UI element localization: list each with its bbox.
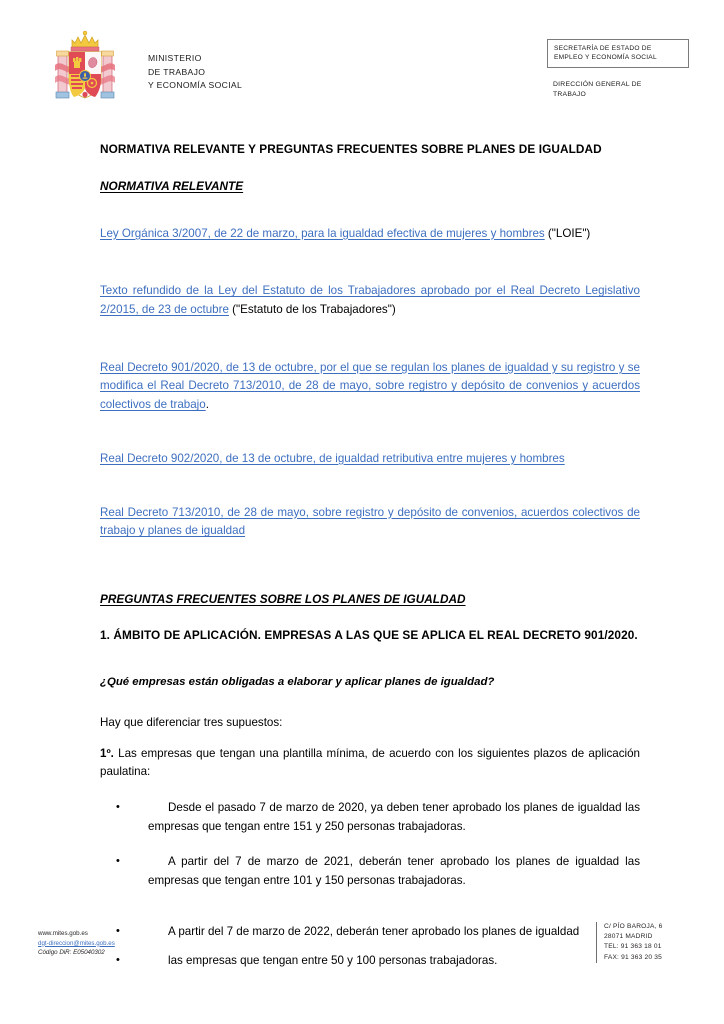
list-item	[100, 852, 640, 890]
ministry-line-1: MINISTERIO	[148, 53, 202, 63]
footer-address-fax: FAX: 91 363 20 35	[604, 953, 663, 961]
list-item-text: A partir del 7 de marzo de 2022, deberán tener aprobado los planes de igualdad	[168, 924, 580, 938]
regulation-item	[100, 359, 640, 415]
footer-email[interactable]: dgt-direccion@mites.gob.es	[38, 939, 115, 947]
case-1-text: Las empresas que tengan una plantilla mínima, de acuerdo con los siguientes plazos de aplicación paulatina:	[100, 746, 640, 779]
document-body	[100, 140, 640, 970]
regulation-item	[100, 282, 640, 319]
regulation-link[interactable]: Real Decreto 713/2010, de 28 de mayo, sobre registro y depósito de convenios, acuerdos colectivos de trabajo y planes de igualdad	[100, 505, 640, 538]
regulation-item	[100, 450, 640, 469]
secretaria-line-1: SECRETARÍA DE ESTADO DE	[554, 45, 652, 52]
regulation-link[interactable]: Ley Orgánica 3/2007, de 22 de marzo, para la igualdad efectiva de mujeres y hombres	[100, 226, 545, 240]
regulation-item	[100, 225, 640, 244]
direccion-general-block	[553, 80, 642, 100]
regulation-link[interactable]: Real Decreto 902/2020, de 13 de octubre, de igualdad retributiva entre mujeres y hombres	[100, 451, 565, 465]
subsection-heading: 1. ÁMBITO DE APLICACIÓN. EMPRESAS A LAS QUE SE APLICA EL REAL DECRETO 901/2020.	[100, 628, 638, 643]
ministry-line-2: DE TRABAJO	[148, 66, 206, 77]
list-item-text: las empresas que tengan entre 50 y 100 personas trabajadoras.	[168, 953, 498, 967]
section-heading-faq-label: PREGUNTAS FRECUENTES SOBRE LOS PLANES DE IGUALDAD	[100, 592, 466, 607]
footer-contact-block	[38, 929, 115, 958]
ministry-name	[148, 52, 242, 93]
regulation-item	[100, 504, 640, 541]
footer-dir-code: Código DiR: E05040302	[38, 949, 105, 957]
regulation-suffix: ("Estatuto de los Trabajadores")	[228, 302, 396, 316]
list-item-text: Desde el pasado 7 de marzo de 2020, ya deben tener aprobado los planes de igualdad las empresas que tengan entre 151 y 250 personas trabajadoras.	[148, 800, 640, 833]
bullet-icon: •	[116, 953, 120, 966]
bullet-icon: •	[116, 924, 120, 937]
page-title: NORMATIVA RELEVANTE Y PREGUNTAS FRECUENTES SOBRE PLANES DE IGUALDAD	[100, 142, 602, 156]
footer-address-city: 28071 MADRID	[604, 933, 653, 941]
section-heading-faq	[100, 590, 640, 608]
section-heading-normativa	[100, 177, 640, 195]
secretaria-line-2: EMPLEO Y ECONOMÍA SOCIAL	[554, 54, 657, 62]
list-item	[100, 798, 640, 836]
intro-paragraph: Hay que diferenciar tres supuestos:	[100, 716, 283, 730]
bullet-icon: •	[116, 800, 120, 813]
footer-address-block	[596, 922, 663, 963]
direccion-line-2: TRABAJO	[553, 91, 587, 98]
regulation-link[interactable]: Real Decreto 901/2020, de 13 de octubre, por el que se regulan los planes de igualdad y su registro y se modifica el Real Decreto 713/2010, de 28 de mayo, sobre registro y depósito de convenios y acuerdos colectivos de trabajo	[100, 360, 640, 411]
footer-address-tel: TEL: 91 363 18 01	[604, 943, 662, 951]
faq-question: ¿Qué empresas están obligadas a elaborar y aplicar planes de igualdad?	[100, 675, 495, 688]
regulation-link[interactable]: Texto refundido de la Ley del Estatuto de los Trabajadores aprobado por el Real Decreto Legislativo 2/2015, de 23 de octubre	[100, 284, 640, 316]
list-item-text: A partir del 7 de marzo de 2021, deberán tener aprobado los planes de igualdad las empresas que tengan entre 101 y 150 personas trabajadoras.	[148, 854, 640, 887]
regulation-suffix: ("LOIE")	[544, 226, 591, 240]
document-header	[0, 0, 724, 120]
direccion-line-1: DIRECCIÓN GENERAL DE	[553, 81, 642, 88]
bullet-icon: •	[116, 854, 120, 867]
footer-address-street: C/ PÍO BAROJA, 6	[604, 923, 663, 930]
secretaria-de-estado-box	[547, 39, 689, 68]
regulation-suffix: .	[205, 397, 209, 411]
ministry-line-3: Y ECONOMÍA SOCIAL	[148, 80, 243, 91]
section-heading-normativa-label: NORMATIVA RELEVANTE	[100, 179, 244, 193]
spain-coat-of-arms-icon	[52, 29, 118, 107]
case-1-paragraph	[100, 745, 640, 782]
case-1-marker: 1º.	[100, 746, 114, 760]
document-footer	[0, 918, 724, 978]
footer-website[interactable]: www.mites.gob.es	[38, 930, 88, 937]
